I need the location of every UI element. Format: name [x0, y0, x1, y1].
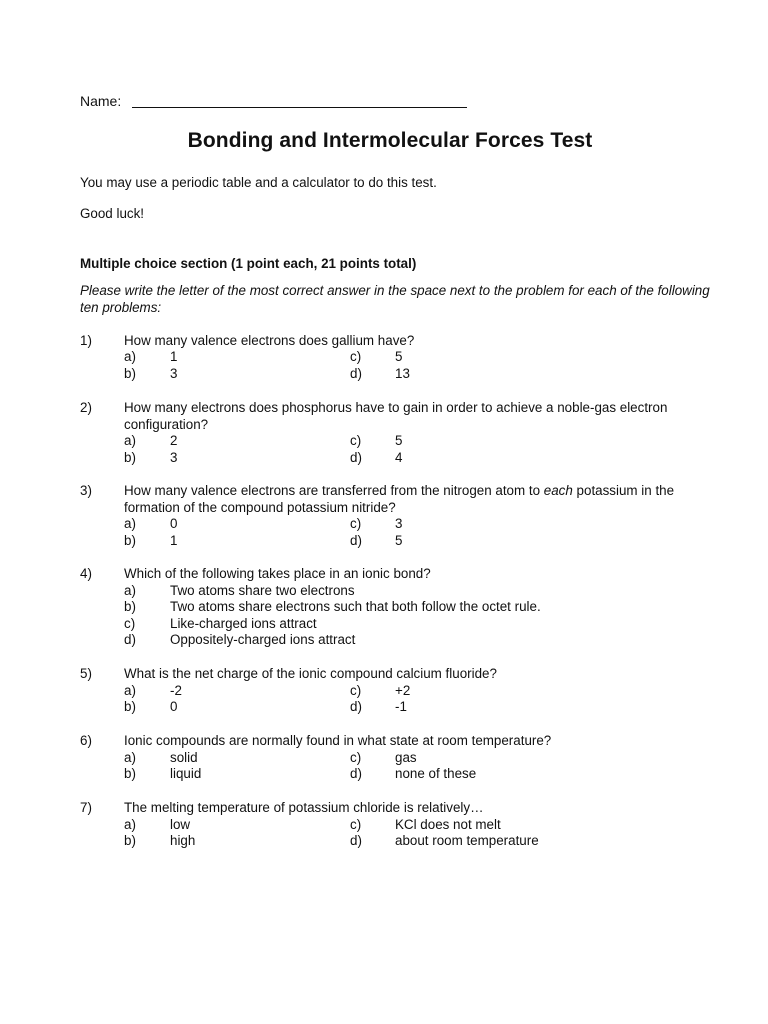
question-text: Which of the following takes place in an ionic bond?	[124, 566, 431, 581]
question-number: 6)	[80, 733, 92, 748]
option-text: 0	[170, 699, 178, 714]
option-text: 5	[395, 533, 403, 548]
question-text-part: How many valence electrons are transferred from the nitrogen atom to	[124, 483, 544, 498]
option-text: gas	[395, 750, 417, 765]
question-number: 5)	[80, 666, 92, 681]
option-text: Like-charged ions attract	[170, 616, 317, 631]
option-letter: c)	[350, 750, 362, 765]
option-letter: b)	[124, 599, 136, 614]
option-letter: a)	[124, 817, 136, 832]
option-letter: b)	[124, 366, 136, 381]
option-text: 1	[170, 533, 178, 548]
option-text: -1	[395, 699, 407, 714]
option-text: Two atoms share two electrons	[170, 583, 355, 598]
question-text: How many valence electrons does gallium have?	[124, 333, 415, 348]
question-number: 3)	[80, 483, 92, 498]
option-letter: c)	[350, 516, 362, 531]
option-letter: c)	[350, 433, 362, 448]
option-letter: a)	[124, 433, 136, 448]
option-text: high	[170, 833, 196, 848]
option-letter: c)	[350, 349, 362, 364]
option-text: solid	[170, 750, 198, 765]
option-letter: b)	[124, 833, 136, 848]
option-letter: b)	[124, 450, 136, 465]
option-letter: a)	[124, 750, 136, 765]
option-letter: c)	[350, 683, 362, 698]
option-text: 0	[170, 516, 178, 531]
option-text: 3	[170, 450, 178, 465]
option-letter: b)	[124, 533, 136, 548]
page-title: Bonding and Intermolecular Forces Test	[187, 129, 593, 152]
question-number: 4)	[80, 566, 92, 581]
question-text: The melting temperature of potassium chloride is relatively…	[124, 800, 484, 815]
option-text: liquid	[170, 766, 202, 781]
name-label: Name:	[80, 93, 122, 109]
question-number: 1)	[80, 333, 92, 348]
option-text: KCl does not melt	[395, 817, 501, 832]
option-letter: b)	[124, 766, 136, 781]
option-text: -2	[170, 683, 182, 698]
instructions-text: Please write the letter of the most correct answer in the space next to the problem for each of the following ten problems:	[80, 283, 710, 315]
option-text: 2	[170, 433, 178, 448]
option-text: Two atoms share electrons such that both follow the octet rule.	[170, 599, 541, 614]
question-text: How many electrons does phosphorus have to gain in order to achieve a noble-gas electron configuration?	[124, 400, 668, 432]
option-letter: c)	[350, 817, 362, 832]
option-letter: d)	[350, 766, 362, 781]
option-letter: a)	[124, 516, 136, 531]
option-text: +2	[395, 683, 411, 698]
good-luck-text: Good luck!	[80, 206, 145, 221]
question-text	[124, 483, 724, 516]
option-letter: d)	[350, 833, 362, 848]
option-letter: d)	[350, 699, 362, 714]
option-letter: b)	[124, 699, 136, 714]
question-number: 2)	[80, 400, 92, 415]
option-text: low	[170, 817, 191, 832]
question-text: Ionic compounds are normally found in what state at room temperature?	[124, 733, 552, 748]
option-text: 4	[395, 450, 403, 465]
option-letter: d)	[350, 450, 362, 465]
question-number: 7)	[80, 800, 92, 815]
question-emphasis: each	[543, 483, 573, 498]
section-heading: Multiple choice section (1 point each, 21 points total)	[80, 256, 417, 271]
question-text-part: potassium in the formation of the compound potassium nitride?	[124, 483, 675, 515]
option-text: 3	[170, 366, 178, 381]
option-text: 5	[395, 433, 403, 448]
option-text: 13	[395, 366, 410, 381]
option-text: Oppositely-charged ions attract	[170, 632, 356, 647]
option-letter: d)	[350, 533, 362, 548]
option-letter: d)	[350, 366, 362, 381]
question-text: What is the net charge of the ionic compound calcium fluoride?	[124, 666, 497, 681]
option-letter: a)	[124, 349, 136, 364]
option-letter: d)	[124, 632, 136, 647]
option-letter: a)	[124, 583, 136, 598]
option-letter: a)	[124, 683, 136, 698]
option-text: 5	[395, 349, 403, 364]
intro-text: You may use a periodic table and a calculator to do this test.	[80, 175, 437, 190]
option-text: 3	[395, 516, 403, 531]
option-text: about room temperature	[395, 833, 539, 848]
option-text: 1	[170, 349, 178, 364]
name-blank-line[interactable]	[132, 107, 467, 108]
option-text: none of these	[395, 766, 477, 781]
option-letter: c)	[124, 616, 136, 631]
